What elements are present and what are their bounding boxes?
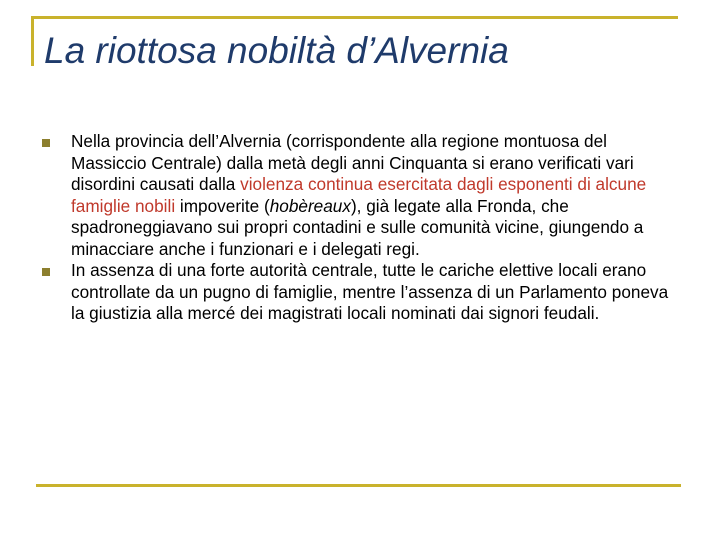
- square-bullet-icon: [42, 268, 50, 276]
- bullet-list: [42, 131, 682, 325]
- bullet-1-highlight: violenza continua esercitata dagli esponenti di alcune famiglie nobili: [71, 174, 647, 216]
- frame-top-line: [31, 16, 678, 19]
- frame-bottom-line: [36, 484, 681, 487]
- bullet-2-text: In assenza di una forte autorità centrale, tutte le cariche elettive locali erano controllate da un pugno di famiglie, mentre l’assenza di un Parlamento poneva la giustizia alla mercé dei magistrati locali nominati dai signori feudali.: [71, 260, 669, 323]
- slide-title: La riottosa nobiltà d’Alvernia: [44, 30, 509, 71]
- bullet-1-text-mid: impoverite (: [175, 195, 270, 216]
- square-bullet-icon: [42, 139, 50, 147]
- bullet-item-2: [42, 260, 682, 325]
- bullet-item-1: [42, 131, 682, 260]
- bullet-1-text-after: ), già legate alla Fronda, che spadroneggiavano sui propri contadini e sulle comunità vicine, giungendo a minacciare anche i funzionari e i delegati regi.: [71, 195, 644, 259]
- frame-left-line: [31, 16, 34, 66]
- bullet-1-italic-term: hobèreaux: [269, 195, 351, 216]
- bullet-1-text-before: Nella provincia dell’Alvernia (corrispondente alla regione montuosa del Massiccio Centrale) dalla metà degli anni Cinquanta si erano verificati vari disordini causati dalla: [71, 131, 634, 194]
